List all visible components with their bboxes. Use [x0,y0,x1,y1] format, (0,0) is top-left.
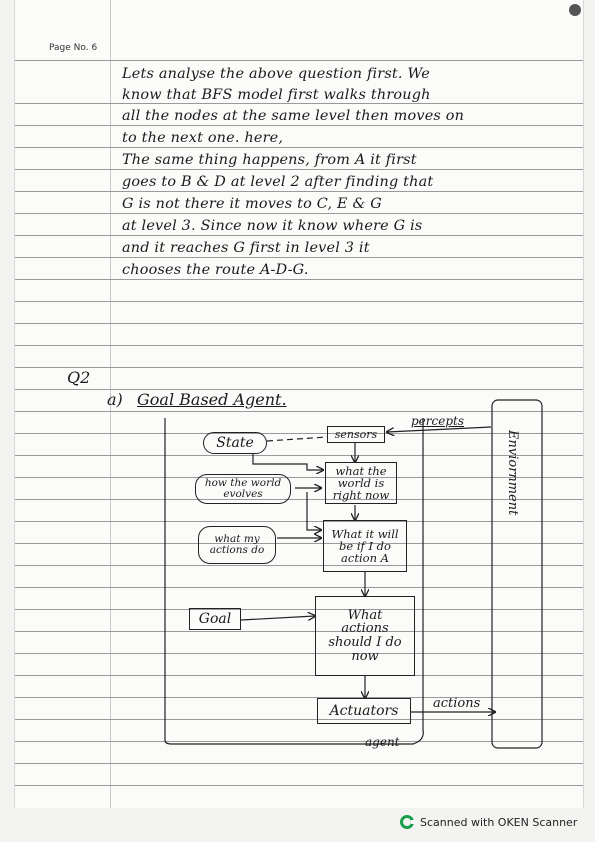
actions-label: actions [433,696,481,711]
diagram-title: Goal Based Agent. [137,390,287,409]
scanner-footer [400,815,577,829]
answer-line: The same thing happens, from A it first [122,152,417,168]
what-if-action-box: What it will be if I do action A [323,520,407,572]
answer-line: at level 3. Since now it know where G is [122,218,423,234]
agent-label: agent [365,735,400,749]
answer-line: goes to B & D at level 2 after finding that [122,174,434,190]
answer-line: all the nodes at the same level then moves on [122,108,465,124]
page-number: Page No. 6 [49,43,98,53]
goal-box: Goal [189,608,241,630]
oken-logo-icon [400,815,414,829]
actuators-box: Actuators [317,698,411,724]
what-action-should-box: What actions should I do now [315,596,415,676]
agent-diagram [15,0,583,808]
answer-line: chooses the route A-D-G. [122,262,309,278]
sensors-box: sensors [327,426,385,443]
part-label: a) [107,390,123,409]
answer-line: and it reaches G first in level 3 it [122,240,370,256]
question-label: Q2 [67,368,91,387]
answer-line: G is not there it moves to C, E & G [122,196,382,212]
answer-line: Lets analyse the above question first. We [122,66,430,82]
answer-line: know that BFS model first walks through [122,87,431,103]
environment-label: Enviornment [505,430,520,516]
percepts-label: percepts [411,414,465,428]
answer-line: to the next one. here, [122,130,284,146]
notebook-page [14,0,584,808]
what-my-actions-do-box: what my actions do [198,526,276,564]
scanner-watermark: Scanned with OKEN Scanner [420,815,578,829]
world-now-box: what the world is right now [325,462,397,504]
state-box: State [203,432,267,454]
how-world-evolves-box: how the world evolves [195,474,291,504]
